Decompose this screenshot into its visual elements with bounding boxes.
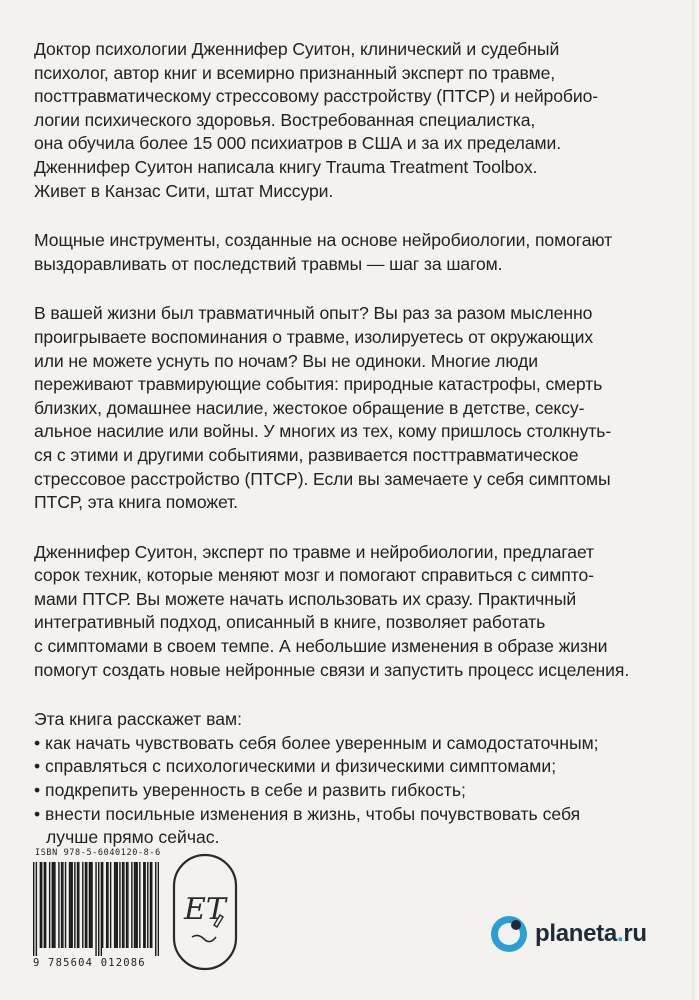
- text-line: с симптомами в своем темпе. А небольшие изменения в образе жизни: [34, 636, 608, 657]
- text-line: психолог, автор книг и всемирно признанный эксперт по травме,: [34, 62, 556, 83]
- barcode-bar: [89, 862, 90, 948]
- barcode-bar: [62, 862, 63, 948]
- barcode-bar: [143, 862, 144, 948]
- benefits-list: [34, 732, 664, 850]
- barcode-bar: [65, 862, 66, 948]
- barcode-bar: [147, 862, 148, 948]
- tagline: [34, 229, 664, 276]
- barcode-bar: [74, 862, 75, 948]
- text-line: Мощные инструменты, созданные на основе нейробиологии, помогают: [34, 230, 613, 251]
- text-line: выздоравливать от последствий травмы — шаг за шагом.: [34, 253, 503, 274]
- barcode-bar: [117, 862, 118, 948]
- barcode-bar: [150, 862, 151, 948]
- barcode-bar: [114, 862, 115, 948]
- imprint-logo: [172, 853, 238, 971]
- barcode-bar: [106, 862, 107, 948]
- barcode-bar: [95, 862, 96, 956]
- barcode-bar: [115, 862, 116, 948]
- barcode-bar: [151, 862, 152, 948]
- barcode-bar: [52, 862, 53, 948]
- text-line: логии психического здоровья. Востребованная специалистка,: [34, 109, 536, 130]
- list-item-line: • справляться с психологическими и физическими симптомами;: [34, 756, 557, 777]
- page-edge: [692, 0, 699, 1000]
- planet-icon: [489, 914, 529, 954]
- barcode-bar: [82, 862, 83, 948]
- barcode-bar: [86, 862, 87, 948]
- barcode-bar: [139, 862, 140, 948]
- barcode-bar: [134, 862, 135, 948]
- list-title: Эта книга расскажет вам:: [34, 709, 242, 730]
- text-line: мами ПТСР. Вы можете начать использовать их сразу. Практичный: [34, 588, 577, 609]
- text-line: альное насилие или войны. У многих из тех, кому пришлось столкнуть-: [34, 421, 612, 442]
- barcode-bar: [131, 862, 132, 948]
- barcode-bar: [54, 862, 55, 948]
- text-line: сорок техник, которые меняют мозг и помогают справиться с симпто-: [34, 565, 594, 586]
- text-line: интегративный подход, описанный в книге, позволяет работать: [34, 612, 546, 633]
- text-line: Живет в Канзас Сити, штат Миссури.: [34, 180, 334, 201]
- imprint-logo-monogram: ET: [184, 892, 226, 927]
- list-item-line: лучше прямо сейчас.: [46, 827, 220, 848]
- text-line: Дженнифер Суитон написала книгу Trauma Treatment Toolbox.: [34, 156, 538, 177]
- author-bio: [34, 38, 664, 203]
- barcode-digits: 9 785604 012086: [33, 957, 146, 969]
- isbn-label: ISBN 978-5-6040120-8-6: [35, 848, 161, 858]
- list-item-line: • подкрепить уверенность в себе и развить гибкость;: [34, 780, 466, 801]
- intro-paragraph: [34, 302, 664, 514]
- barcode-bar: [98, 862, 99, 956]
- barcode-bar: [36, 862, 37, 956]
- barcode-bar: [91, 862, 92, 948]
- barcode-bar: [102, 862, 103, 948]
- barcode-bar: [78, 862, 79, 948]
- barcode-bar: [126, 862, 127, 948]
- text-line: переживают травмирующие события: природные катастрофы, смерть: [34, 374, 603, 395]
- text-line: она обучила более 15 000 психиатров в США и за их пределами.: [34, 133, 562, 154]
- text-line: близких, домашнее насилие, жестокое обращение в детстве, сексу-: [34, 397, 585, 418]
- barcode-bar: [127, 862, 128, 948]
- text-line: проигрываете воспоминания о травме, изолируетесь от окружающих: [34, 326, 594, 347]
- barcode-bar: [123, 862, 124, 948]
- barcode-bar: [49, 862, 50, 948]
- barcode-bar: [58, 862, 59, 948]
- barcode-bar: [70, 862, 71, 948]
- barcode-bar: [69, 862, 70, 948]
- text-line: Доктор психологии Дженнифер Суитон, клинический и судебный: [34, 39, 560, 59]
- barcode-bar: [155, 862, 156, 956]
- text-line: ся с этими и другими событиями, развивается посттравматическое: [34, 444, 579, 465]
- text-line: помогут создать новые нейронные связи и запустить процесс исцеления.: [34, 659, 630, 680]
- list-item: [34, 755, 664, 779]
- barcode-bar: [45, 862, 46, 948]
- text-line: или не можете уснуть по ночам? Вы не одиноки. Многие люди: [34, 350, 538, 371]
- publisher-name-dot: .: [616, 920, 624, 947]
- barcode-bar: [136, 862, 137, 948]
- barcode-bar: [41, 862, 42, 948]
- barcode-bar: [44, 862, 45, 948]
- barcode-bar: [33, 862, 34, 956]
- approach-paragraph: [34, 541, 664, 683]
- text-line: В вашей жизни был травматичный опыт? Вы раз за разом мысленно: [34, 303, 593, 324]
- list-item-line: • как начать чувствовать себя более уверенным и самодостаточным;: [34, 732, 599, 753]
- barcode-block: [33, 848, 161, 969]
- text-line: ПТСР, эта книга поможет.: [34, 492, 238, 513]
- text-line: посттравматическому стрессовому расстройству (ПТСР) и нейробио-: [34, 86, 599, 107]
- barcode-bar: [77, 862, 78, 948]
- publisher-name: [535, 920, 647, 948]
- barcode-bar: [85, 862, 86, 948]
- barcode-bar: [110, 862, 111, 948]
- barcode-bar: [119, 862, 120, 948]
- list-item: [34, 803, 664, 850]
- publisher-logo: [489, 916, 647, 952]
- publisher-name-tld: ru: [623, 920, 647, 947]
- barcode-bar: [144, 862, 145, 948]
- barcode-bar: [135, 862, 136, 948]
- barcode-bar: [122, 862, 123, 948]
- barcode-bar: [71, 862, 72, 948]
- barcode-bar: [107, 862, 108, 948]
- barcode: [33, 862, 159, 956]
- text-line: стрессовое расстройство (ПТСР). Если вы замечаете у себя симптомы: [34, 468, 611, 489]
- barcode-bar: [53, 862, 54, 948]
- barcode-bar: [158, 862, 159, 956]
- text-line: Дженнифер Суитон, эксперт по травме и нейробиологии, предлагает: [34, 541, 595, 562]
- list-item-line: • внести посильные изменения в жизнь, чтобы почувствовать себя: [34, 803, 581, 824]
- publisher-name-main: planeta: [535, 920, 617, 947]
- list-item: [34, 779, 664, 803]
- list-item: [34, 732, 664, 756]
- barcode-bar: [61, 862, 62, 948]
- back-cover-text: [34, 38, 664, 850]
- barcode-bar: [90, 862, 91, 948]
- barcode-bar: [40, 862, 41, 948]
- barcode-bar: [101, 862, 102, 956]
